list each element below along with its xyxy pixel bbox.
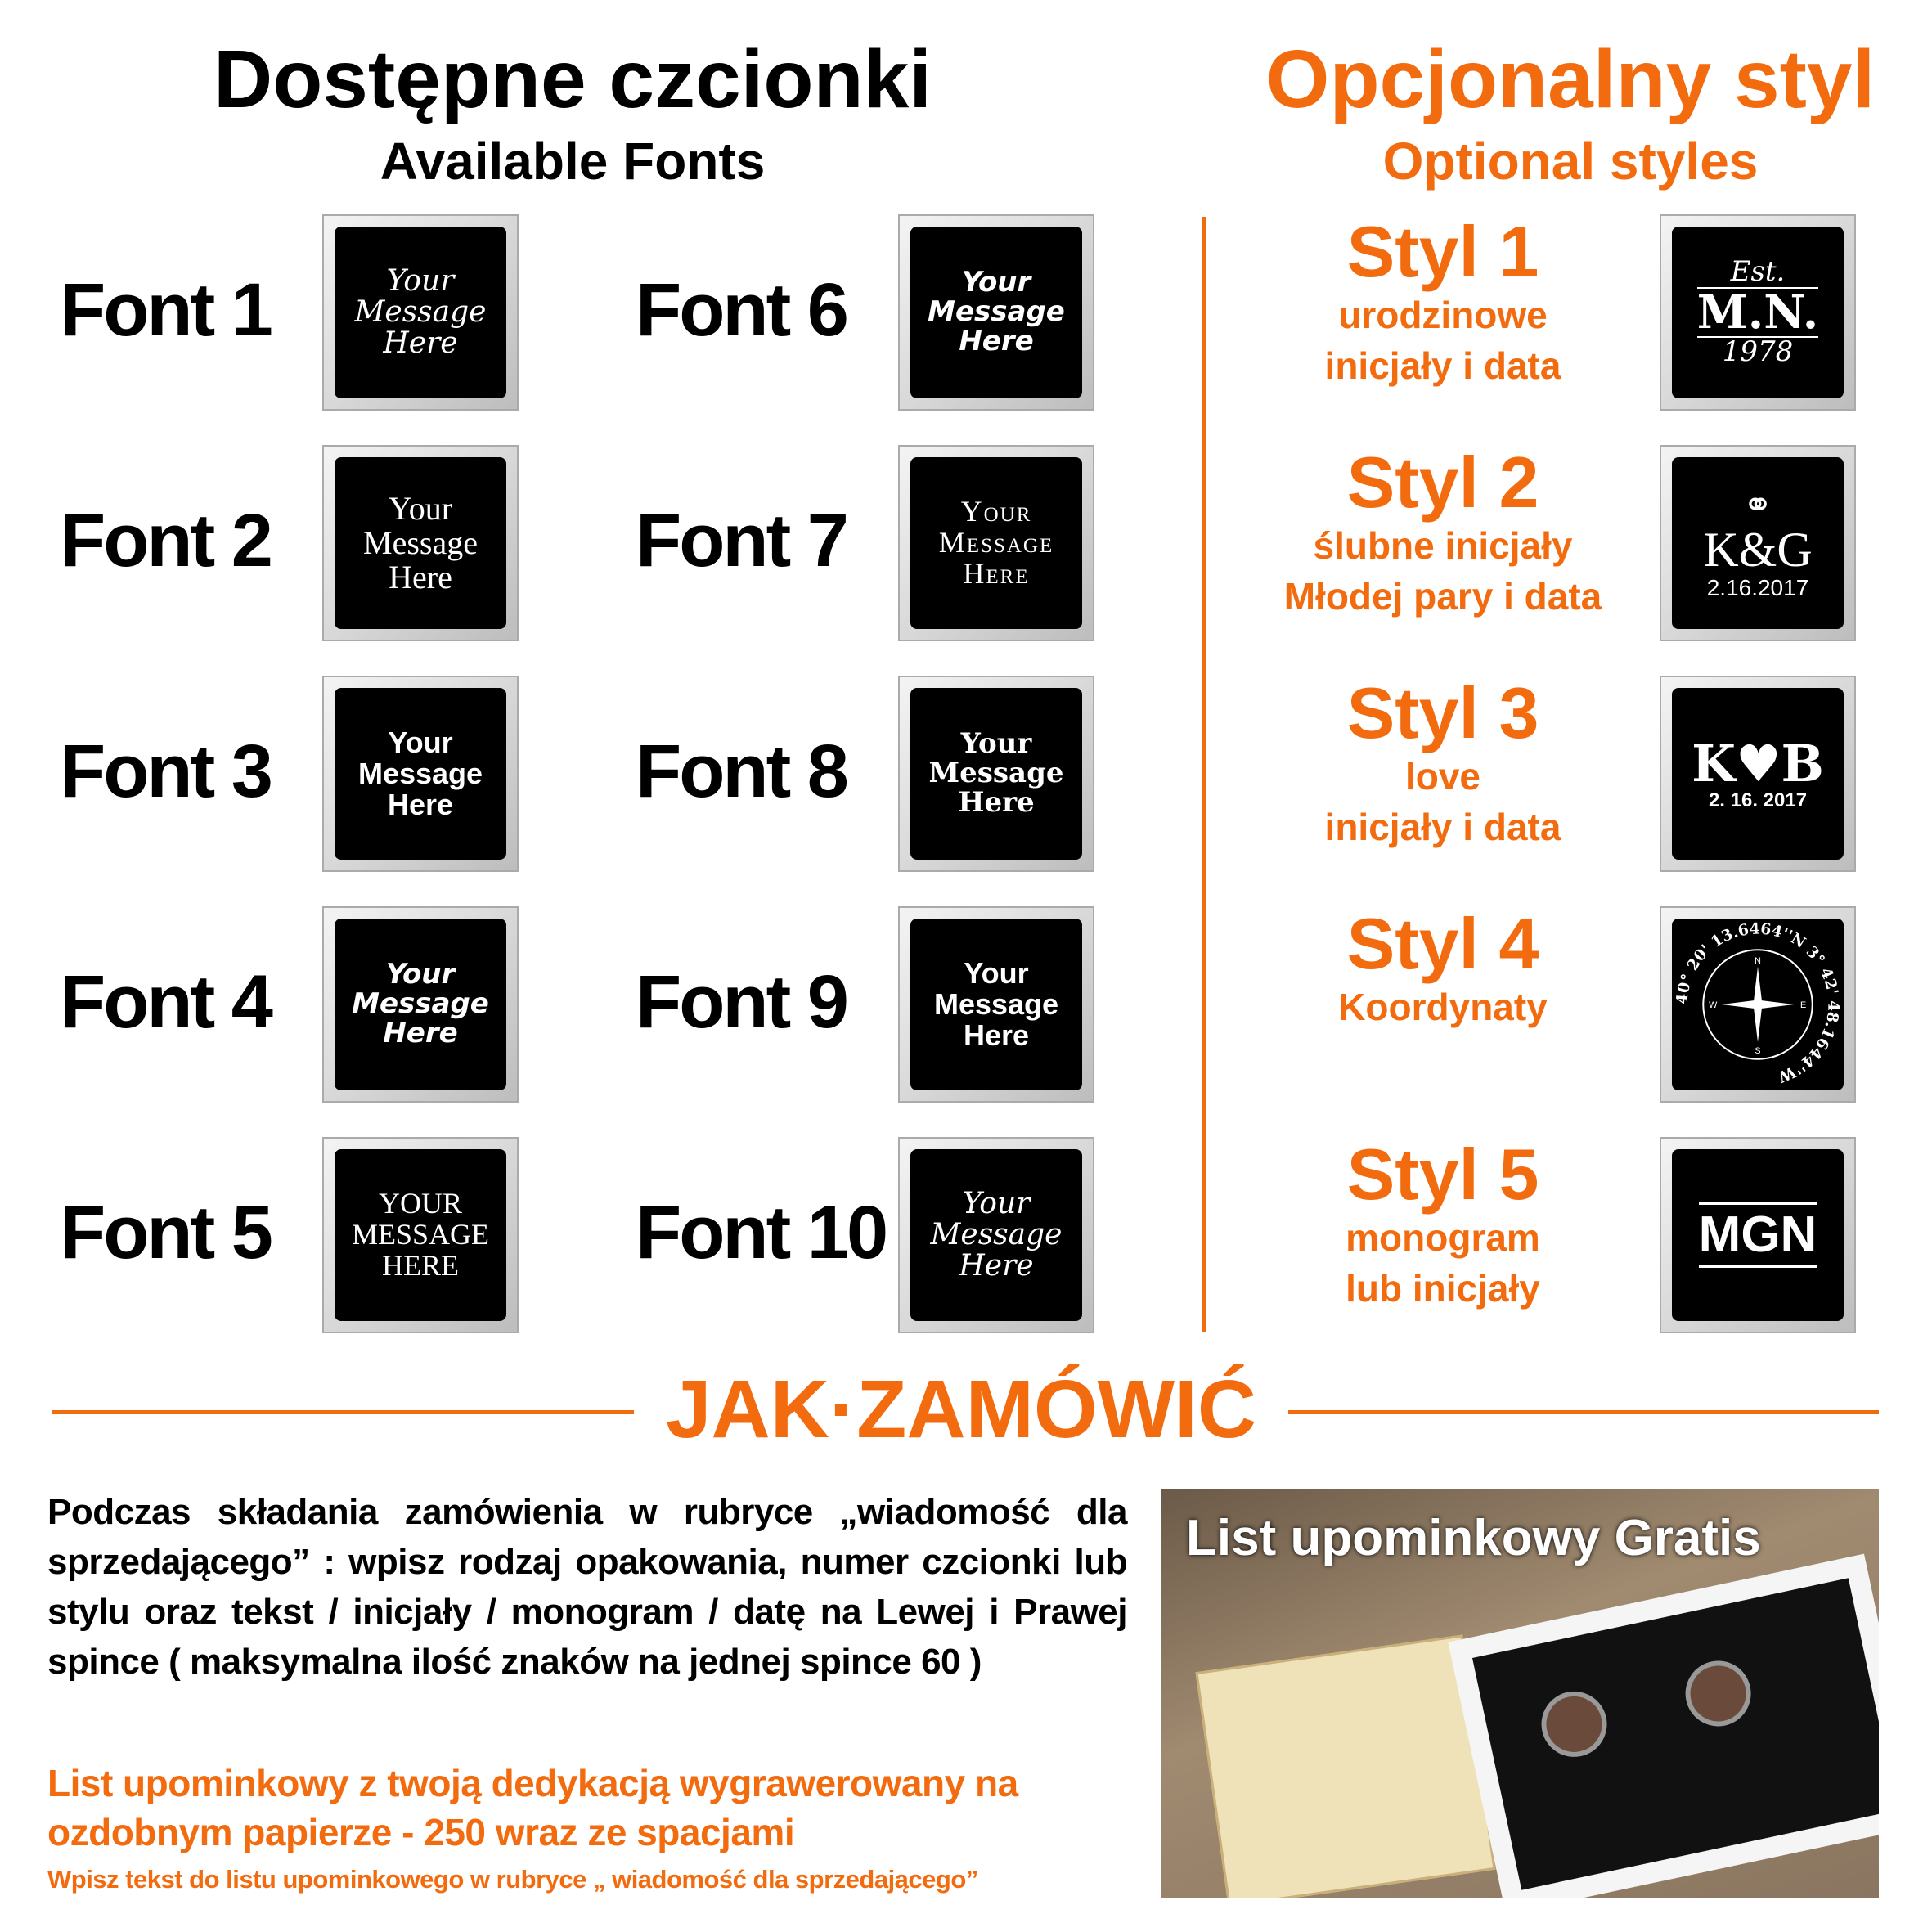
sample-line: Here [389, 559, 452, 595]
style-subtitle: monogram [1346, 1216, 1540, 1260]
tile-text: 2.16.2017 [1706, 574, 1809, 600]
gift-letter [1195, 1634, 1495, 1898]
font-sample-tile[interactable] [322, 676, 519, 872]
sample-line: Your [961, 266, 1031, 299]
tile-text: M.N. [1696, 285, 1819, 339]
style-description [1230, 442, 1656, 622]
rings-icon: ⚭ [1742, 484, 1773, 525]
letter-info: List upominkowy z twoją dedykacją wygrawerowany na ozdobnym papierze - 250 wraz ze spacjami [47, 1762, 1018, 1853]
sample-line: MESSAGE [351, 1218, 490, 1251]
font-label: Font 1 [60, 268, 271, 352]
font-sample-tile[interactable] [898, 1137, 1094, 1333]
sample-line: Your [388, 490, 453, 527]
tile-text: 1978 [1722, 335, 1794, 369]
font-label: Font 3 [60, 730, 271, 813]
left-subtitle: Available Fonts [380, 132, 766, 191]
sample-line: Your [962, 1187, 1031, 1221]
style-tile[interactable] [1660, 1137, 1856, 1333]
font-sample-tile[interactable] [898, 214, 1094, 411]
style-title: Styl 2 [1346, 442, 1539, 523]
font-label: Font 7 [636, 499, 847, 582]
sample-line: Here [383, 326, 458, 360]
style-subtitle: inicjały i data [1324, 344, 1561, 388]
style-tile[interactable] [1660, 445, 1856, 641]
sample-line: Your [960, 727, 1032, 761]
order-instructions: Podczas składania zamówienia w rubryce „wiadomość dla sprzedającego” : wpisz rodzaj opakowania, numer czcionki lub stylu oraz tekst / inicjały / monogram / datę na Lewej i Prawej spince ( maksymalna ilość znaków na jednej spince 60 ) [47, 1492, 1127, 1682]
right-title: Opcjonalny styl [1265, 34, 1876, 125]
style-subtitle: Młodej pary i data [1283, 575, 1602, 618]
style-description [1230, 903, 1656, 1032]
sample-line: Message [938, 526, 1054, 559]
font-sample-tile[interactable] [322, 1137, 519, 1333]
style-title: Styl 1 [1346, 211, 1539, 292]
sample-line: Message [928, 757, 1064, 790]
divider [52, 1410, 634, 1414]
style-title: Styl 5 [1346, 1134, 1539, 1215]
font-sample-tile[interactable] [898, 906, 1094, 1103]
style-subtitle: Koordynaty [1338, 986, 1548, 1029]
sample-line: Message [352, 987, 489, 1021]
sample-line: Here [963, 556, 1030, 590]
sample-line: Here [958, 785, 1035, 819]
font-sample-tile[interactable] [898, 676, 1094, 872]
sample-line: Message [930, 1218, 1063, 1252]
left-title: Dostępne czcionki [213, 34, 932, 125]
sample-line: Your [964, 956, 1029, 991]
compass-e: E [1800, 1000, 1807, 1010]
compass-icon [1672, 919, 1844, 1090]
style-title: Styl 4 [1346, 903, 1539, 984]
font-sample-tile[interactable] [898, 445, 1094, 641]
gift-box [1448, 1554, 1879, 1898]
divider [1288, 1410, 1879, 1414]
sample-line: Here [959, 1248, 1034, 1283]
divider [1202, 217, 1206, 1332]
style-subtitle: inicjały i data [1324, 806, 1561, 849]
sample-line: Message [933, 987, 1059, 1022]
sample-line: YOUR [378, 1187, 462, 1220]
sample-line: Message [357, 757, 483, 791]
style-subtitle: love [1404, 755, 1481, 798]
sample-line: Your [385, 958, 456, 991]
font-label: Font 8 [636, 730, 847, 813]
style-subtitle: lub inicjały [1346, 1267, 1540, 1310]
sample-line: Your [388, 726, 453, 760]
sample-line: Message [354, 295, 487, 330]
font-label: Font 9 [636, 960, 847, 1044]
sample-line: Your [960, 495, 1032, 528]
style-tile[interactable] [1660, 676, 1856, 872]
style-subtitle: urodzinowe [1338, 294, 1548, 337]
tile-text: Est. [1730, 254, 1786, 288]
letter-hint: Wpisz tekst do listu upominkowego w rubryce „ wiadomość dla sprzedającego” [47, 1865, 978, 1894]
tile-text: MGN [1699, 1202, 1817, 1267]
style-description [1230, 1134, 1656, 1314]
sample-line: HERE [382, 1248, 459, 1282]
font-sample-tile[interactable] [322, 445, 519, 641]
style-tile[interactable] [1660, 906, 1856, 1103]
sample-line: Message [363, 524, 478, 561]
sample-line: Here [387, 787, 454, 821]
style-tile[interactable] [1660, 214, 1856, 411]
font-sample-tile[interactable] [322, 214, 519, 411]
font-sample-tile[interactable] [322, 906, 519, 1103]
photo-caption: List upominkowy Gratis [1186, 1510, 1761, 1566]
tile-text: K&G [1703, 522, 1813, 577]
style-title: Styl 3 [1346, 672, 1539, 753]
style-subtitle: ślubne inicjały [1313, 524, 1573, 568]
compass-w: W [1709, 1000, 1718, 1010]
font-label: Font 5 [60, 1191, 271, 1274]
font-label: Font 10 [636, 1191, 887, 1274]
compass-n: N [1755, 955, 1761, 966]
compass-s: S [1755, 1045, 1761, 1056]
font-label: Font 4 [60, 960, 271, 1044]
sample-line: Your [386, 264, 455, 299]
tile-text: K♥B [1692, 733, 1824, 793]
font-label: Font 6 [636, 268, 847, 352]
tile-text: 2. 16. 2017 [1708, 789, 1808, 811]
sample-line: Message [928, 295, 1065, 329]
style-description [1230, 672, 1656, 852]
coordinates-text: 40° 20' 13.6464''N 3° 42' 48.1644''W [1673, 919, 1843, 1086]
gift-photo [1161, 1489, 1879, 1898]
right-subtitle: Optional styles [1382, 132, 1759, 191]
sample-line: Here [959, 324, 1034, 357]
font-label: Font 2 [60, 499, 271, 582]
sample-line: Here [383, 1016, 458, 1049]
sample-line: Here [963, 1018, 1030, 1052]
style-description [1230, 211, 1656, 391]
order-title: JAK·ZAMÓWIĆ [665, 1364, 1257, 1455]
